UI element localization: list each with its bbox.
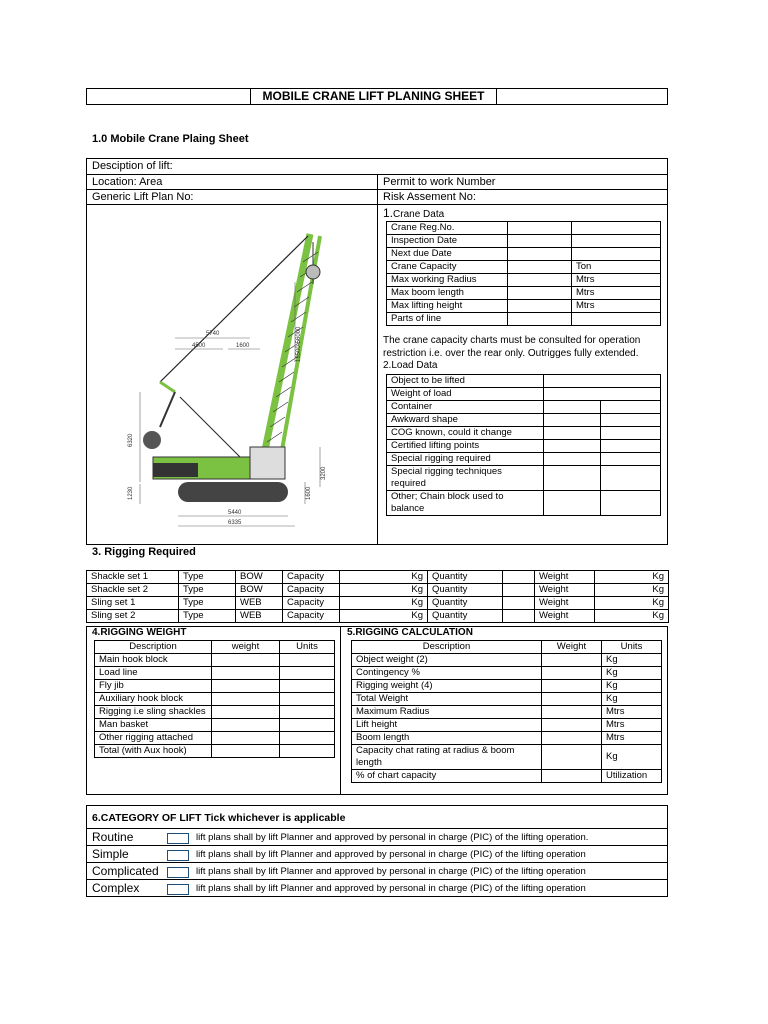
rigging-name: Sling set 1 bbox=[87, 597, 179, 610]
load-data-row bbox=[387, 453, 661, 466]
category-name: Simple bbox=[92, 847, 129, 861]
rigging-required-heading: 3. Rigging Required bbox=[92, 546, 196, 558]
rigging-weight-unit: Kg bbox=[595, 584, 669, 597]
category-name: Complex bbox=[92, 881, 140, 895]
crane-data-row bbox=[387, 248, 661, 261]
rigging-weight-value[interactable] bbox=[212, 745, 280, 758]
crane-data-row bbox=[387, 300, 661, 313]
column-header: Description bbox=[352, 641, 542, 654]
crane-data-row bbox=[387, 261, 661, 274]
column-header: Units bbox=[280, 641, 335, 654]
category-list bbox=[86, 829, 668, 897]
load-data-value[interactable] bbox=[601, 453, 661, 466]
rigging-calc-value[interactable] bbox=[542, 654, 602, 667]
rule bbox=[340, 626, 341, 795]
load-data-row bbox=[387, 440, 661, 453]
load-data-value[interactable] bbox=[544, 388, 661, 401]
load-data-heading: 2.Load Data bbox=[383, 360, 438, 371]
rigging-quantity-value[interactable] bbox=[503, 571, 535, 584]
load-data-value[interactable] bbox=[601, 414, 661, 427]
house-panel bbox=[153, 463, 198, 477]
rigging-calc-value[interactable] bbox=[542, 693, 602, 706]
crawler-tracks bbox=[178, 482, 288, 502]
dim-label: 4500 bbox=[192, 343, 206, 349]
crane-data-value[interactable] bbox=[508, 248, 572, 261]
load-data-row bbox=[387, 388, 661, 401]
category-text: lift plans shall by lift Planner and approved by personal in charge (PIC) of the lifting operation bbox=[196, 883, 586, 894]
rigging-type-label: Type bbox=[179, 610, 236, 623]
rigging-calc-unit: Kg bbox=[602, 680, 662, 693]
rule bbox=[377, 174, 378, 544]
rigging-weight-label: Weight bbox=[535, 571, 595, 584]
rigging-type: WEB bbox=[236, 610, 283, 623]
category-heading: 6.CATEGORY OF LIFT Tick whichever is applicable bbox=[92, 812, 346, 824]
rigging-weight-desc: Other rigging attached bbox=[95, 732, 212, 745]
rigging-quantity-label: Quantity bbox=[428, 610, 503, 623]
crane-data-unit: Mtrs bbox=[572, 274, 661, 287]
crane-data-value[interactable] bbox=[508, 235, 572, 248]
rigging-weight-units[interactable] bbox=[280, 654, 335, 667]
rigging-capacity-label: Capacity bbox=[283, 571, 340, 584]
rigging-calc-desc: Object weight (2) bbox=[352, 654, 542, 667]
load-data-value[interactable] bbox=[544, 466, 601, 491]
load-data-row bbox=[387, 401, 661, 414]
rigging-quantity-value[interactable] bbox=[503, 610, 535, 623]
rigging-weight-value[interactable] bbox=[212, 706, 280, 719]
section-heading: 1.0 Mobile Crane Plaing Sheet bbox=[92, 133, 249, 145]
rigging-capacity-unit: Kg bbox=[340, 571, 428, 584]
rigging-capacity-label: Capacity bbox=[283, 610, 340, 623]
category-name: Complicated bbox=[92, 864, 159, 878]
rigging-quantity-label: Quantity bbox=[428, 584, 503, 597]
rigging-quantity-value[interactable] bbox=[503, 584, 535, 597]
rigging-calc-row bbox=[352, 732, 662, 745]
rigging-weight-value[interactable] bbox=[212, 680, 280, 693]
rigging-type: BOW bbox=[236, 571, 283, 584]
column-header: Units bbox=[602, 641, 662, 654]
load-data-row bbox=[387, 414, 661, 427]
load-data-row bbox=[387, 491, 661, 516]
load-data-label: Certified lifting points bbox=[387, 440, 544, 453]
rigging-calc-desc: % of chart capacity bbox=[352, 770, 542, 783]
rigging-calc-value[interactable] bbox=[542, 770, 602, 783]
rigging-calc-row bbox=[352, 770, 662, 783]
load-data-row bbox=[387, 427, 661, 440]
column-header: Description bbox=[95, 641, 212, 654]
rigging-calc-unit: Kg bbox=[602, 745, 662, 770]
rigging-quantity-label: Quantity bbox=[428, 571, 503, 584]
rigging-row bbox=[87, 584, 669, 597]
load-data-label: Container bbox=[387, 401, 544, 414]
load-data-value[interactable] bbox=[601, 401, 661, 414]
rigging-calc-unit: Utilization bbox=[602, 770, 662, 783]
load-data-label: Other; Chain block used to balance bbox=[387, 491, 544, 516]
load-data-label: COG known, could it change bbox=[387, 427, 544, 440]
crane-data-row bbox=[387, 222, 661, 235]
dim-label: 1600 bbox=[236, 343, 250, 349]
dim-label: 5740 bbox=[206, 331, 220, 337]
rigging-calc-row bbox=[352, 680, 662, 693]
rigging-weight-desc: Man basket bbox=[95, 719, 212, 732]
column-header: Weight bbox=[542, 641, 602, 654]
rigging-calc-table bbox=[351, 640, 662, 783]
load-data-value[interactable] bbox=[601, 491, 661, 516]
rigging-weight-value[interactable] bbox=[212, 693, 280, 706]
category-checkbox[interactable] bbox=[167, 884, 189, 895]
rigging-type-label: Type bbox=[179, 584, 236, 597]
rigging-weight-row bbox=[95, 732, 335, 745]
rigging-weight-desc: Load line bbox=[95, 667, 212, 680]
hook-block bbox=[306, 265, 320, 279]
rigging-calc-unit: Mtrs bbox=[602, 732, 662, 745]
crane-data-unit bbox=[572, 248, 661, 261]
category-text: lift plans shall by lift Planner and approved by personal in charge (PIC) of the lifting operation bbox=[196, 866, 586, 877]
rigging-calc-row bbox=[352, 667, 662, 680]
rigging-weight-units[interactable] bbox=[280, 719, 335, 732]
rigging-weight-desc: Auxiliary hook block bbox=[95, 693, 212, 706]
crane-data-label: Next due Date bbox=[387, 248, 508, 261]
page-title: MOBILE CRANE LIFT PLANING SHEET bbox=[250, 88, 497, 105]
load-data-row bbox=[387, 466, 661, 491]
rigging-calc-header bbox=[352, 641, 662, 654]
crane-data-label: Max boom length bbox=[387, 287, 508, 300]
rigging-required-table bbox=[86, 570, 669, 623]
dim-label: 1230 bbox=[128, 486, 134, 500]
rigging-capacity-unit: Kg bbox=[340, 584, 428, 597]
rigging-calc-desc: Capacity chat rating at radius & boom length bbox=[352, 745, 542, 770]
crane-data-label: Parts of line bbox=[387, 313, 508, 326]
dim-label: 3200 bbox=[321, 466, 327, 480]
crane-data-unit: Mtrs bbox=[572, 300, 661, 313]
rigging-capacity-unit: Kg bbox=[340, 597, 428, 610]
category-row bbox=[86, 846, 668, 863]
category-row bbox=[86, 880, 668, 897]
load-data-row bbox=[387, 375, 661, 388]
rigging-weight-row bbox=[95, 680, 335, 693]
rigging-weight-row bbox=[95, 745, 335, 758]
category-text: lift plans shall by lift Planner and approved by personal in charge (PIC) of the lifting operation. bbox=[196, 832, 589, 843]
rigging-calc-value[interactable] bbox=[542, 745, 602, 770]
crane-data-value[interactable] bbox=[508, 274, 572, 287]
rigging-calc-row bbox=[352, 693, 662, 706]
rigging-weight-label: Weight bbox=[535, 610, 595, 623]
rigging-calc-row bbox=[352, 654, 662, 667]
rigging-weight-units[interactable] bbox=[280, 732, 335, 745]
crane-data-label: Crane Reg.No. bbox=[387, 222, 508, 235]
load-data-value[interactable] bbox=[544, 414, 601, 427]
crane-drawing bbox=[120, 222, 345, 532]
counterweight bbox=[143, 431, 161, 449]
dim-label: 6335 bbox=[228, 520, 242, 526]
crane-data-heading bbox=[383, 206, 444, 220]
crane-data-unit: Ton bbox=[572, 261, 661, 274]
crane-data-row bbox=[387, 287, 661, 300]
dim-label: 5440 bbox=[228, 510, 242, 516]
generic-plan-label: Generic Lift Plan No: bbox=[92, 191, 194, 203]
load-data-value[interactable] bbox=[544, 375, 661, 388]
rigging-weight-table bbox=[94, 640, 335, 758]
rigging-calc-row bbox=[352, 719, 662, 732]
rigging-row bbox=[87, 597, 669, 610]
rigging-weight-row bbox=[95, 706, 335, 719]
category-checkbox[interactable] bbox=[167, 833, 189, 844]
rigging-calc-unit: Mtrs bbox=[602, 719, 662, 732]
crane-data-table bbox=[386, 221, 661, 326]
rigging-row bbox=[87, 610, 669, 623]
crane-data-num: 1. bbox=[383, 206, 394, 220]
rigging-name: Shackle set 2 bbox=[87, 584, 179, 597]
rigging-type-label: Type bbox=[179, 571, 236, 584]
permit-label: Permit to work Number bbox=[383, 176, 496, 188]
title-bar bbox=[86, 88, 668, 105]
crane-data-label: Crane Capacity bbox=[387, 261, 508, 274]
lift-description-label: Desciption of lift: bbox=[92, 160, 173, 172]
load-data-label: Object to be lifted bbox=[387, 375, 544, 388]
crane-data-row bbox=[387, 274, 661, 287]
crane-data-unit bbox=[572, 235, 661, 248]
load-data-value[interactable] bbox=[544, 453, 601, 466]
rigging-weight-units[interactable] bbox=[280, 693, 335, 706]
load-data-value[interactable] bbox=[544, 427, 601, 440]
load-data-value[interactable] bbox=[601, 466, 661, 491]
rigging-weight-unit: Kg bbox=[595, 597, 669, 610]
rigging-weight-desc: Fly jib bbox=[95, 680, 212, 693]
rigging-weight-value[interactable] bbox=[212, 654, 280, 667]
rigging-weight-row bbox=[95, 654, 335, 667]
rigging-calc-row bbox=[352, 745, 662, 770]
load-data-value[interactable] bbox=[601, 440, 661, 453]
rigging-calc-unit: Kg bbox=[602, 667, 662, 680]
rigging-calc-desc: Lift height bbox=[352, 719, 542, 732]
rigging-weight-unit: Kg bbox=[595, 571, 669, 584]
rigging-weight-units[interactable] bbox=[280, 745, 335, 758]
rigging-calc-value[interactable] bbox=[542, 667, 602, 680]
dim-label: 6320 bbox=[128, 433, 134, 447]
crane-data-value[interactable] bbox=[508, 300, 572, 313]
category-text: lift plans shall by lift Planner and approved by personal in charge (PIC) of the lifting operation bbox=[196, 849, 586, 860]
rigging-calc-desc: Contingency % bbox=[352, 667, 542, 680]
load-data-label: Awkward shape bbox=[387, 414, 544, 427]
load-data-label: Special rigging required bbox=[387, 453, 544, 466]
rigging-line bbox=[180, 397, 240, 457]
rigging-type-label: Type bbox=[179, 597, 236, 610]
rigging-calc-unit: Kg bbox=[602, 654, 662, 667]
rigging-weight-row bbox=[95, 719, 335, 732]
rigging-weight-row bbox=[95, 667, 335, 680]
load-data-value[interactable] bbox=[544, 401, 601, 414]
rigging-weight-value[interactable] bbox=[212, 719, 280, 732]
load-data-table bbox=[386, 374, 661, 516]
rigging-weight-desc: Total (with Aux hook) bbox=[95, 745, 212, 758]
crane-data-value[interactable] bbox=[508, 313, 572, 326]
rigging-weight-label: Weight bbox=[535, 584, 595, 597]
crane-data-unit bbox=[572, 222, 661, 235]
crane-data-value[interactable] bbox=[508, 261, 572, 274]
rigging-calc-desc: Maximum Radius bbox=[352, 706, 542, 719]
rigging-capacity-label: Capacity bbox=[283, 584, 340, 597]
rigging-weight-value[interactable] bbox=[212, 667, 280, 680]
crane-data-label: Max working Radius bbox=[387, 274, 508, 287]
crane-data-row bbox=[387, 235, 661, 248]
rigging-weight-desc: Main hook block bbox=[95, 654, 212, 667]
rigging-name: Shackle set 1 bbox=[87, 571, 179, 584]
column-header: weight bbox=[212, 641, 280, 654]
rigging-calc-desc: Rigging weight (4) bbox=[352, 680, 542, 693]
rigging-weight-units[interactable] bbox=[280, 680, 335, 693]
crane-data-title: Crane Data bbox=[393, 209, 445, 220]
crane-data-value[interactable] bbox=[508, 287, 572, 300]
crane-note: The crane capacity charts must be consulted for operation restriction i.e. over the rear only. Outrigges fully extended. bbox=[383, 335, 641, 359]
rigging-type: WEB bbox=[236, 597, 283, 610]
category-checkbox[interactable] bbox=[167, 850, 189, 861]
load-data-value[interactable] bbox=[544, 440, 601, 453]
crane-data-unit bbox=[572, 313, 661, 326]
rigging-weight-heading: 4.RIGGING WEIGHT bbox=[92, 627, 187, 638]
rigging-calc-desc: Boom length bbox=[352, 732, 542, 745]
rigging-name: Sling set 2 bbox=[87, 610, 179, 623]
crane-data-unit: Mtrs bbox=[572, 287, 661, 300]
category-name: Routine bbox=[92, 830, 134, 844]
rigging-capacity-label: Capacity bbox=[283, 597, 340, 610]
rigging-calc-heading: 5.RIGGING CALCULATION bbox=[347, 627, 473, 638]
category-row bbox=[86, 863, 668, 880]
rigging-calc-value[interactable] bbox=[542, 706, 602, 719]
rigging-calc-unit: Mtrs bbox=[602, 706, 662, 719]
load-data-label: Special rigging techniques required bbox=[387, 466, 544, 491]
category-row bbox=[86, 829, 668, 846]
cab bbox=[250, 447, 285, 479]
location-label: Location: Area bbox=[92, 176, 163, 188]
rigging-calc-unit: Kg bbox=[602, 693, 662, 706]
rigging-weight-label: Weight bbox=[535, 597, 595, 610]
dim-label: 1600 bbox=[306, 486, 312, 500]
load-data-value[interactable] bbox=[601, 427, 661, 440]
rigging-type: BOW bbox=[236, 584, 283, 597]
rigging-row bbox=[87, 571, 669, 584]
category-checkbox[interactable] bbox=[167, 867, 189, 878]
mast bbox=[160, 382, 175, 392]
rigging-weight-row bbox=[95, 693, 335, 706]
rigging-calc-desc: Total Weight bbox=[352, 693, 542, 706]
dim-label: 18500-56000 bbox=[296, 326, 302, 362]
rigging-quantity-value[interactable] bbox=[503, 597, 535, 610]
crane-data-value[interactable] bbox=[508, 222, 572, 235]
crane-data-label: Inspection Date bbox=[387, 235, 508, 248]
rigging-weight-header bbox=[95, 641, 335, 654]
mast-strut bbox=[160, 392, 175, 427]
rigging-weight-value[interactable] bbox=[212, 732, 280, 745]
rigging-weight-desc: Rigging i.e sling shackles bbox=[95, 706, 212, 719]
rigging-quantity-label: Quantity bbox=[428, 597, 503, 610]
rigging-weight-units[interactable] bbox=[280, 706, 335, 719]
risk-label: Risk Assement No: bbox=[383, 191, 476, 203]
rigging-calc-value[interactable] bbox=[542, 732, 602, 745]
rigging-capacity-unit: Kg bbox=[340, 610, 428, 623]
crane-data-row bbox=[387, 313, 661, 326]
load-data-value[interactable] bbox=[544, 491, 601, 516]
rigging-weight-units[interactable] bbox=[280, 667, 335, 680]
rigging-weight-unit: Kg bbox=[595, 610, 669, 623]
rigging-calc-row bbox=[352, 706, 662, 719]
load-data-label: Weight of load bbox=[387, 388, 544, 401]
rigging-calc-value[interactable] bbox=[542, 719, 602, 732]
rigging-calc-value[interactable] bbox=[542, 680, 602, 693]
crane-data-label: Max lifting height bbox=[387, 300, 508, 313]
